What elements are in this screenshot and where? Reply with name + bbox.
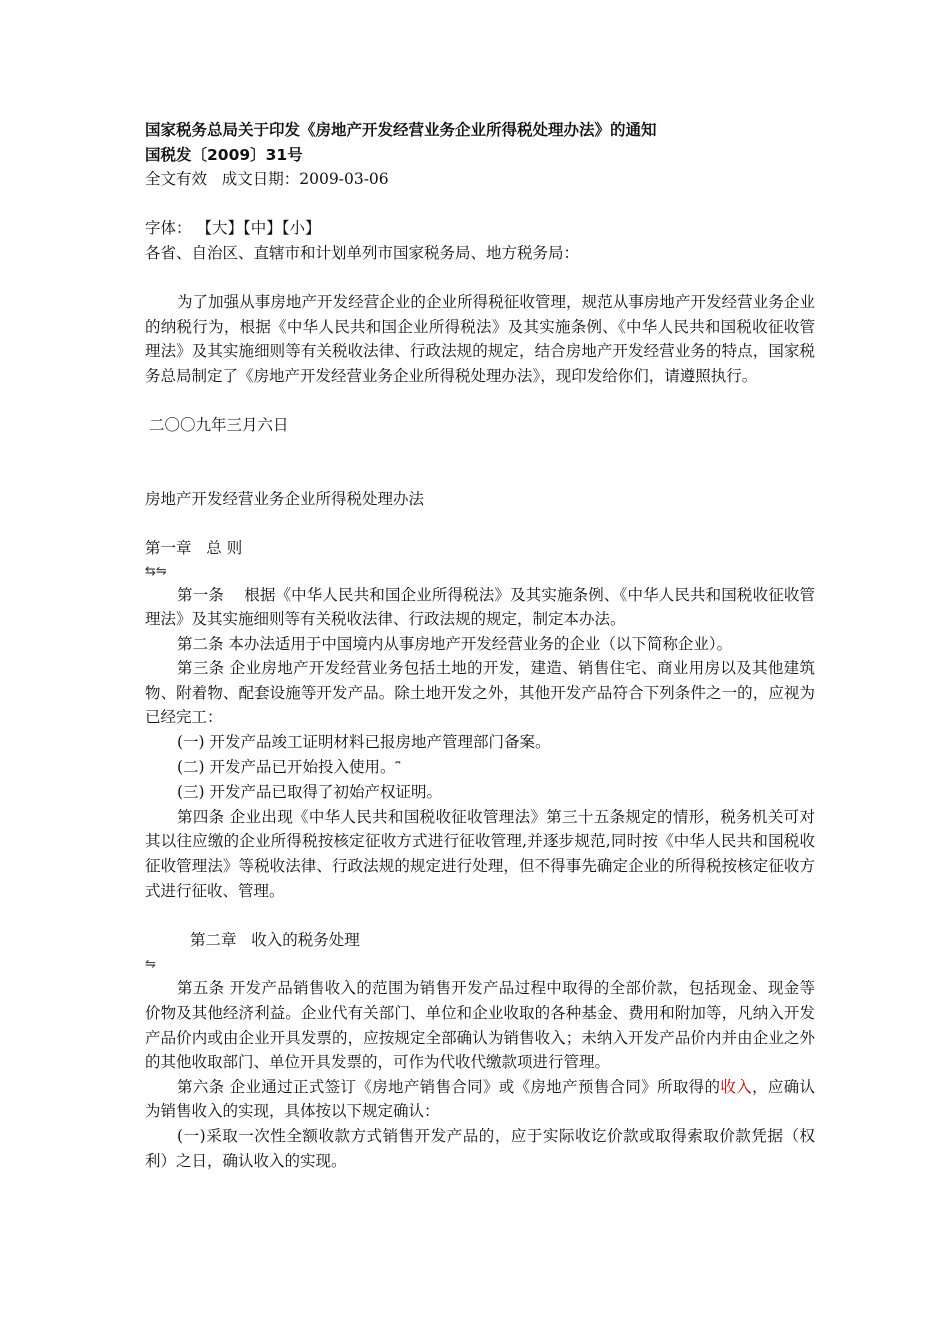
chapter2-title: 第二章 收入的税务处理 [190, 930, 360, 949]
font-size-small-link[interactable]: 【小】 [281, 219, 321, 238]
condition-2-text: (二) 开发产品已开始投入使用。 [177, 757, 396, 776]
document-page [145, 118, 815, 1173]
article-6-text-before: 第六条 企业通过正式签订《房地产销售合同》或《房地产预售合同》所取得的 [177, 1077, 721, 1096]
intro-paragraph: 为了加强从事房地产开发经营企业的企业所得税征收管理，规范从事房地产开发经营业务企业的纳税行为，根据《中华人民共和国企业所得税法》及其实施条例、《中华人民共和国税收征收管理法》及其实施细则等有关税收法律、行政法规的规定，结合房地产开发经营业务的特点，国家税务总局制定了《房地产开发经营业务企业所得税处理办法》，现印发给你们，请遵照执行。 [145, 293, 815, 385]
document-status: 全文有效 成文日期：2009-03-06 [145, 170, 389, 189]
article-2: 第二条 本办法适用于中国境内从事房地产开发经营业务的企业（以下简称企业）。 [177, 634, 733, 653]
condition-3: (三) 开发产品已取得了初始产权证明。 [177, 783, 443, 802]
measures-title: 房地产开发经营业务企业所得税处理办法 [145, 489, 425, 508]
article-3: 第三条 企业房地产开发经营业务包括土地的开发，建造、销售住宅、商业用房以及其他建筑物、附着物、配套设施等开发产品。除土地开发之外，其他开发产品符合下列条件之一的，应视为已经完工： [145, 659, 815, 727]
font-size-label: 字体： [145, 219, 192, 238]
article-5: 第五条 开发产品销售收入的范围为销售开发产品过程中取得的全部价款，包括现金、现金等价物及其他经济利益。企业代有关部门、单位和企业收取的各种基金、费用和附加等，凡纳入开发产品价内或由企业开具发票的，应按规定全部确认为销售收入；未纳入开发产品价内并由企业之外的其他收取部门、单位开具发票的，可作为代收代缴款项进行管理。 [145, 979, 815, 1072]
condition-2 [145, 755, 815, 781]
article-6-item-1: (一)采取一次性全额收款方式销售开发产品的，应于实际收讫价款或取得索取价款凭据（权利）之日，确认收入的实现。 [145, 1126, 815, 1170]
article-6-highlight: 收入 [720, 1077, 752, 1096]
article-6 [145, 1075, 815, 1124]
chapter1-title: 第一章 总 则 [145, 538, 243, 557]
article-4: 第四条 企业出现《中华人民共和国税收征收管理法》第三十五条规定的情形，税务机关可对其以往应缴的企业所得税按核定征收方式进行征收管理,并逐步规范,同时按《中华人民共和国税收征收管理法》等税收法律、行政法规的规定进行处理，但不得事先确定企业的所得税按核定征收方式进行征收、管理。 [145, 807, 815, 900]
addressee: 各省、自治区、直辖市和计划单列市国家税务局、地方税务局： [145, 243, 580, 262]
font-size-medium-link[interactable]: 【中】 [242, 219, 282, 238]
article-6-text-after: ，应确认为销售收入的实现，具体按以下规定确认： [145, 1077, 815, 1121]
issue-date: 二〇〇九年三月六日 [149, 416, 289, 435]
condition-2-mark: ⎴ [395, 760, 401, 775]
document-title: 国家税务总局关于印发《房地产开发经营业务企业所得税处理办法》的通知 [145, 121, 657, 139]
document-number: 国税发〔2009〕31号 [145, 145, 303, 164]
condition-1: (一) 开发产品竣工证明材料已报房地产管理部门备案。 [177, 733, 551, 752]
article-1: 第一条 根据《中华人民共和国企业所得税法》及其实施条例、《中华人民共和国税收征收管理法》及其实施细则等有关税收法律、行政法规的规定，制定本办法。 [145, 585, 815, 629]
font-size-selector [145, 216, 815, 241]
chapter2-mark: ⇋ [145, 957, 156, 973]
font-size-large-link[interactable]: 【大】 [196, 219, 243, 238]
chapter1-mark: ⇆⇋ [145, 563, 167, 579]
